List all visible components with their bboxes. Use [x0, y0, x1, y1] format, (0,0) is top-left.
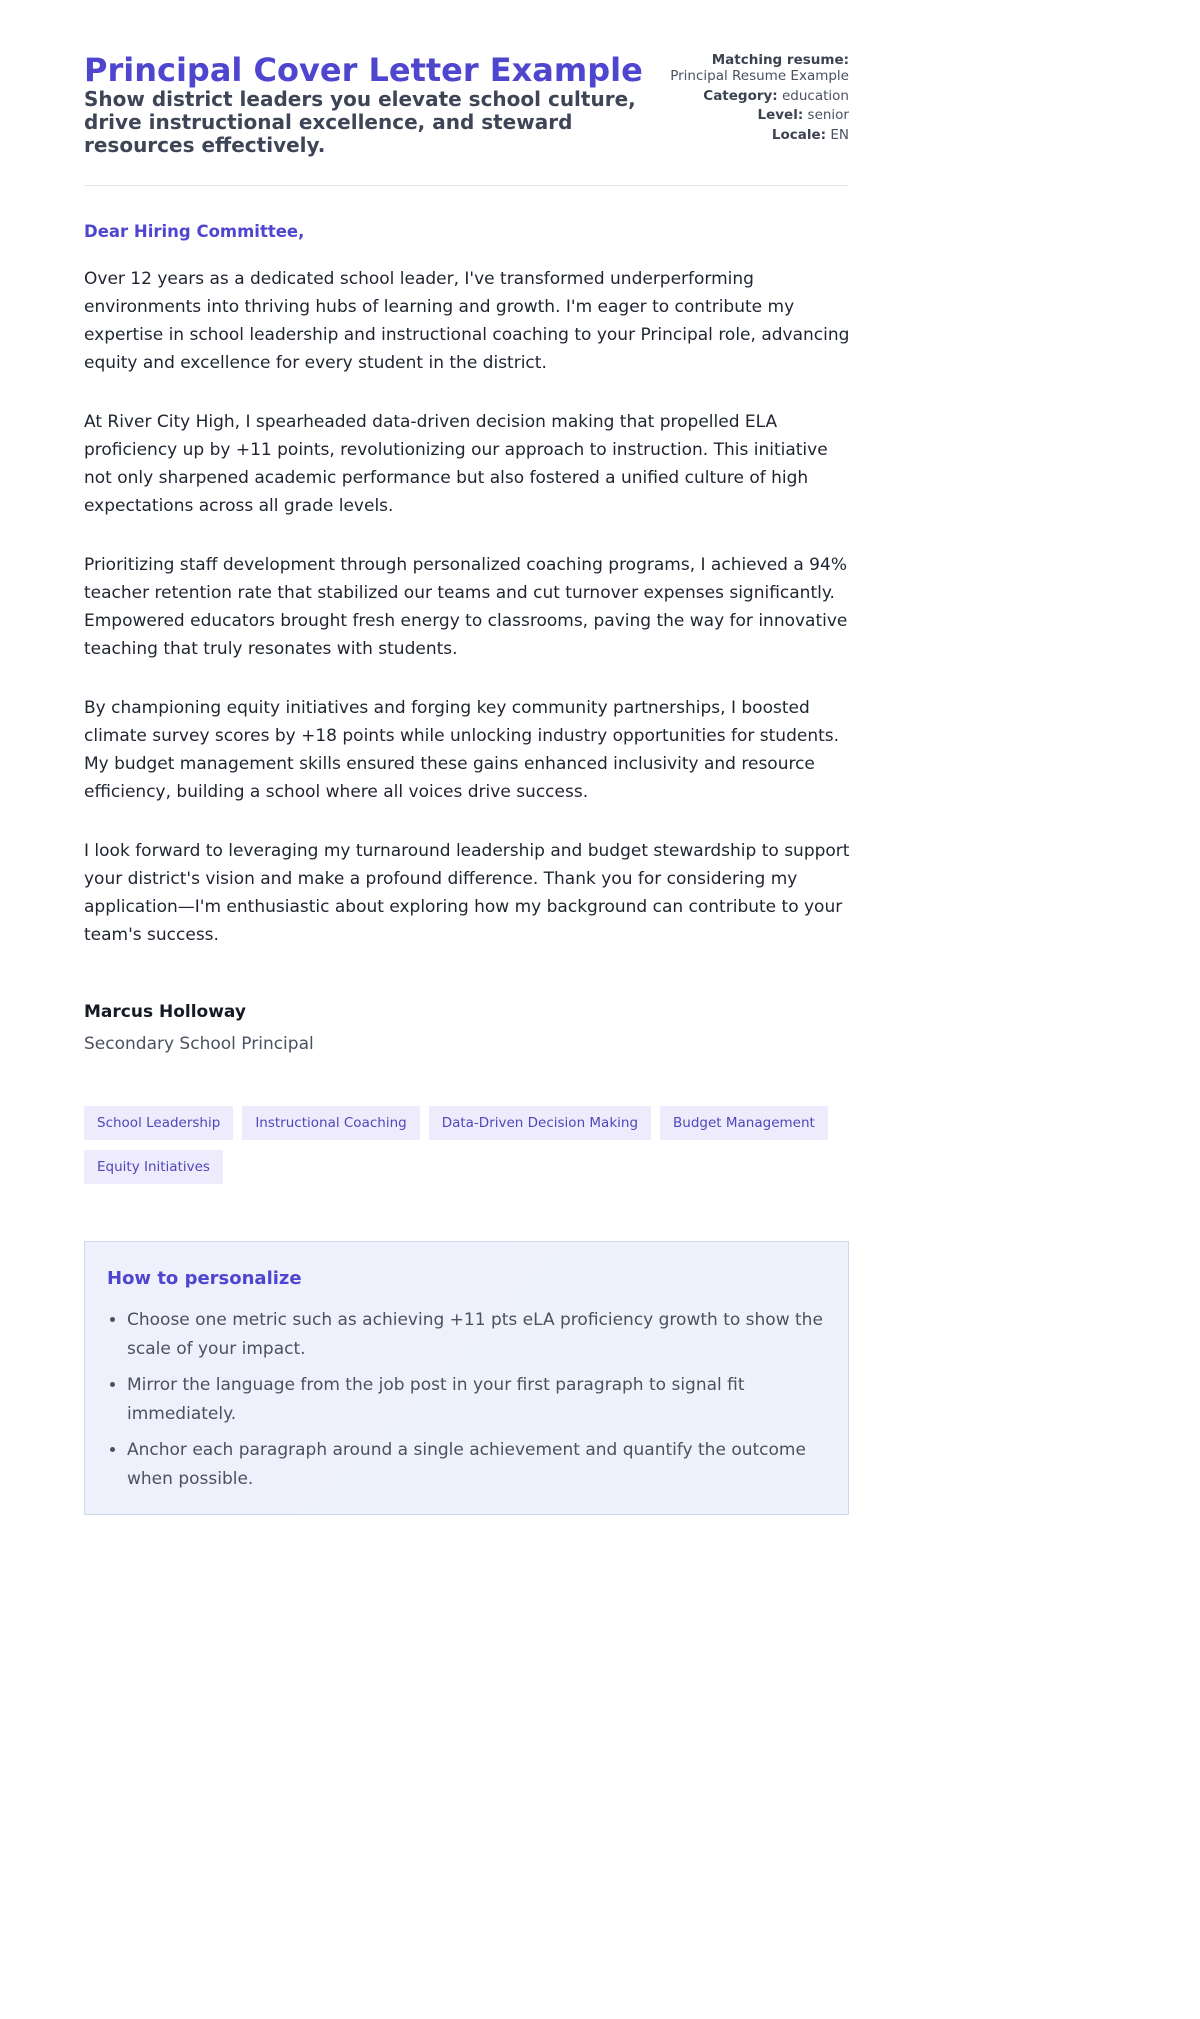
page-subtitle: Show district leaders you elevate school culture, drive instructional excellence, and steward resources effectively.: [84, 87, 636, 157]
meta-matching-resume: [649, 52, 849, 84]
skill-tag[interactable]: School Leadership: [84, 1106, 233, 1140]
skill-tag[interactable]: Equity Initiatives: [84, 1150, 223, 1184]
letter-paragraph: By championing equity initiatives and forging key community partnerships, I boosted climate survey scores by +18 points while unlocking industry opportunities for students. My budget management skills ensured these gains enhanced inclusivity and resource efficiency, building a school where all voices drive success.: [84, 698, 840, 802]
letter-body: [84, 265, 852, 980]
meta-matching-resume-link[interactable]: Principal Resume Example: [670, 68, 849, 84]
page-title: Principal Cover Letter Example: [84, 51, 643, 89]
meta-category-value: education: [782, 87, 849, 104]
meta-category: [649, 88, 849, 104]
meta-level: [649, 107, 849, 123]
meta-category-label: Category:: [703, 87, 778, 104]
page-header: [84, 0, 849, 186]
tips-heading: How to personalize: [107, 1268, 302, 1289]
meta-locale: [649, 127, 849, 143]
tips-list-item: • Mirror the language from the job post in your first paragraph to signal fit immediately.: [127, 1371, 827, 1429]
letter-paragraph: At River City High, I spearheaded data-driven decision making that propelled ELA proficiency up by +11 points, revolutionizing our approach to instruction. This initiative not only sharpened academic performance but also fostered a unified culture of high expectations across all grade levels.: [84, 412, 828, 516]
meta-matching-resume-label: Matching resume:: [711, 52, 849, 68]
letter-paragraph: Prioritizing staff development through personalized coaching programs, I achieved a 94% teacher retention rate that stabilized our teams and cut turnover expenses significantly. Empowered educators brought fresh energy to classrooms, paving the way for innovative teaching that truly resonates with students.: [84, 555, 848, 659]
letter-paragraph: Over 12 years as a dedicated school leader, I've transformed underperforming environments into thriving hubs of learning and growth. I'm eager to contribute my expertise in school leadership and instructional coaching to your Principal role, advancing equity and excellence for every student in the district.: [84, 269, 850, 373]
meta-level-label: Level:: [757, 107, 804, 123]
skill-tags: [84, 1106, 854, 1184]
skill-tag[interactable]: Instructional Coaching: [242, 1106, 419, 1140]
personalize-tips-box: [84, 1241, 849, 1515]
skill-tag[interactable]: Budget Management: [660, 1106, 828, 1140]
meta-locale-value: EN: [830, 126, 849, 143]
tips-list-item: • Anchor each paragraph around a single achievement and quantify the outcome when possible.: [127, 1436, 827, 1494]
letter-paragraph: I look forward to leveraging my turnaround leadership and budget stewardship to support your district's vision and make a profound difference. Thank you for considering my application—I'm enthusiastic about exploring how my background can contribute to your team's success.: [84, 841, 850, 945]
letter-salutation: Dear Hiring Committee,: [84, 222, 305, 241]
meta-panel: [649, 52, 849, 146]
tips-list: [107, 1306, 827, 1501]
skill-tag[interactable]: Data-Driven Decision Making: [429, 1106, 651, 1140]
meta-level-value: senior: [807, 107, 849, 123]
cover-letter-page: [84, 0, 850, 1489]
signature-title: Secondary School Principal: [84, 1034, 314, 1054]
tips-list-item: • Choose one metric such as achieving +11 pts eLA proficiency growth to show the scale of your impact.: [127, 1306, 827, 1364]
meta-locale-label: Locale:: [771, 126, 827, 143]
signature-name: Marcus Holloway: [84, 1002, 246, 1022]
